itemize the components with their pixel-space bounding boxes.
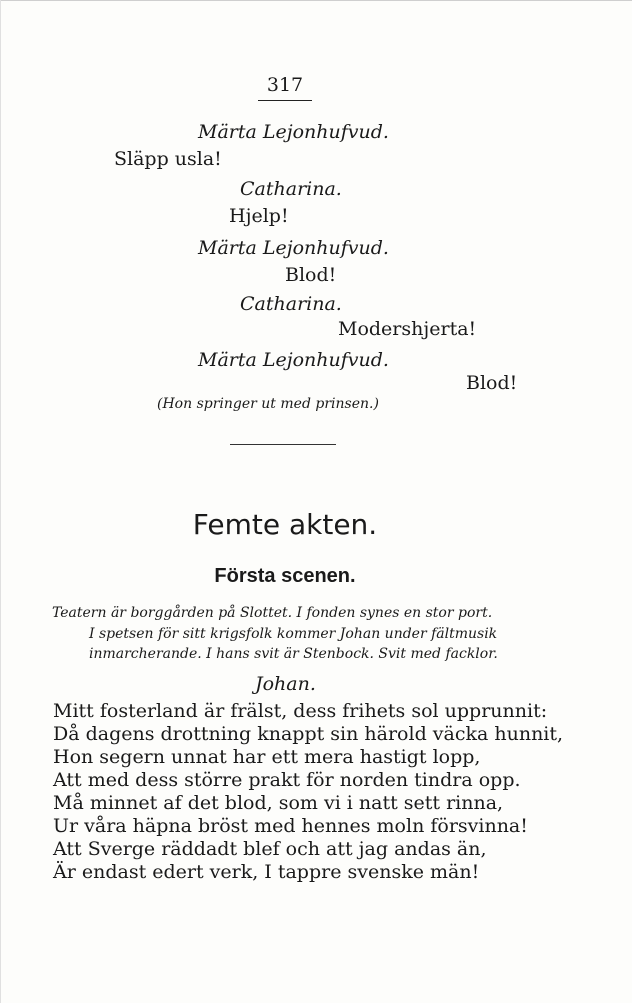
speaker-name: Catharina. (240, 293, 342, 315)
speech-line: Blod! (466, 372, 518, 394)
verse-line: Att med dess större prakt för norden tindra opp. (53, 769, 521, 791)
scene-direction-line: inmarcherande. I hans svit är Stenbock. Svit med facklor. (89, 646, 498, 662)
page-left-edge (0, 0, 1, 1003)
speaker-name: Märta Lejonhufvud. (198, 237, 389, 259)
verse-line: Hon segern unnat har ett mera hastigt lopp, (53, 746, 481, 768)
page-number-rule (258, 100, 312, 101)
scene-direction-line: I spetsen för sitt krigsfolk kommer Johan under fältmusik (89, 626, 498, 642)
speaker-name: Johan. (255, 673, 316, 695)
speech-line: Släpp usla! (114, 148, 222, 170)
verse-line: Är endast edert verk, I tappre svenske män! (53, 861, 480, 883)
verse-line: Ur våra häpna bröst med hennes moln försvinna! (53, 815, 528, 837)
speaker-name: Märta Lejonhufvud. (198, 349, 389, 371)
speech-line: Modershjerta! (338, 318, 477, 340)
stage-direction: (Hon springer ut med prinsen.) (157, 396, 379, 412)
scene-direction-line: Teatern är borggården på Slottet. I fonden synes en stor port. (52, 605, 493, 621)
speech-line: Hjelp! (229, 205, 289, 227)
verse-line: Att Sverge räddadt blef och att jag andas än, (53, 838, 487, 860)
verse-line: Mitt fosterland är frälst, dess frihets sol upprunnit: (53, 700, 548, 722)
verse-line: Då dagens drottning knappt sin härold väcka hunnit, (53, 723, 564, 745)
speaker-name: Catharina. (240, 178, 342, 200)
page-number: 317 (266, 74, 304, 96)
act-title: Femte akten. (192, 508, 378, 541)
section-divider (230, 444, 336, 445)
speaker-name: Märta Lejonhufvud. (198, 121, 389, 143)
page-top-edge (0, 0, 632, 1)
scene-title: Första scenen. (214, 565, 356, 587)
speech-line: Blod! (285, 264, 337, 286)
verse-line: Må minnet af det blod, som vi i natt sett rinna, (53, 792, 504, 814)
